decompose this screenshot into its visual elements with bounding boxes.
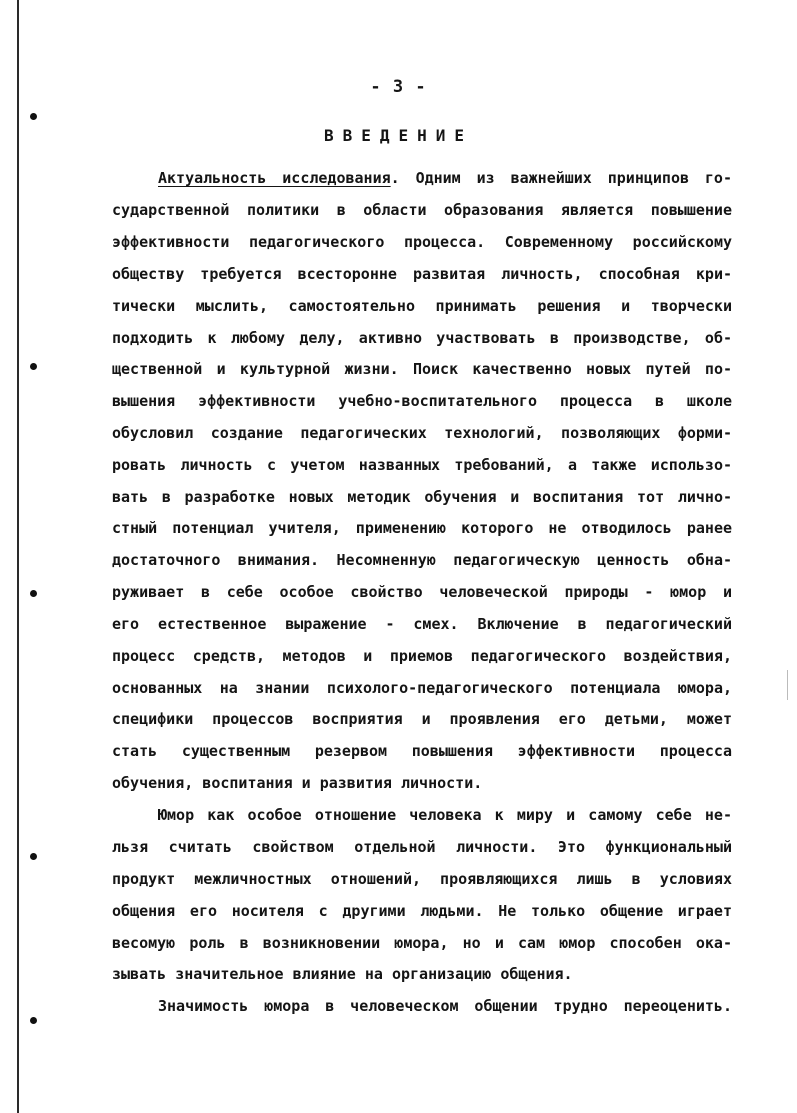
- binding-hole-mark: [30, 363, 37, 370]
- paragraph-line: обществу требуется всесторонне развитая личность, способная кри-: [112, 265, 732, 283]
- binding-hole-mark: [30, 1017, 37, 1024]
- paragraph-line: подходить к любому делу, активно участвовать в производстве, об-: [112, 329, 732, 347]
- paragraph-line: весомую роль в возникновении юмора, но и сам юмор способен ока-: [112, 934, 732, 952]
- paragraph-line: [158, 167, 732, 189]
- underlined-lead-term: Актуальность исследования: [158, 169, 391, 187]
- binding-hole-mark: [30, 113, 37, 120]
- paragraph-line: стный потенциал учителя, применению которого не отводилось ранее: [112, 519, 732, 537]
- paragraph-line: процесс средств, методов и приемов педагогического воздействия,: [112, 647, 732, 665]
- binding-hole-mark: [30, 853, 37, 860]
- paragraph-line: достаточного внимания. Несомненную педагогическую ценность обна-: [112, 551, 732, 569]
- paragraph-line: льзя считать свойством отдельной личности. Это функциональный: [112, 838, 732, 856]
- page-binding-edge: [17, 0, 19, 1113]
- paragraph-line: вать в разработке новых методик обучения и воспитания тот лично-: [112, 488, 732, 506]
- binding-hole-mark: [30, 590, 37, 597]
- paragraph-line: основанных на знании психолого-педагогического потенциала юмора,: [112, 679, 732, 697]
- page-number: - 3 -: [370, 77, 427, 97]
- paragraph-line: его естественное выражение - смех. Включение в педагогический: [112, 615, 732, 633]
- paragraph-line: тически мыслить, самостоятельно принимать решения и творчески: [112, 297, 732, 315]
- paragraph-line: обусловил создание педагогических технологий, позволяющих форми-: [112, 424, 732, 442]
- paragraph-line: эффективности педагогического процесса. Современному российскому: [112, 233, 732, 251]
- paragraph-line: зывать значительное влияние на организацию общения.: [112, 965, 573, 983]
- paragraph-line: специфики процессов восприятия и проявления его детьми, может: [112, 710, 732, 728]
- paragraph-line: стать существенным резервом повышения эффективности процесса: [112, 742, 732, 760]
- paragraph-line: щественной и культурной жизни. Поиск качественно новых путей по-: [112, 360, 732, 378]
- section-heading: ВВЕДЕНИЕ: [323, 126, 474, 145]
- paragraph-line: ровать личность с учетом названных требований, а также использо-: [112, 456, 732, 474]
- paragraph-line: руживает в себе особое свойство человеческой природы - юмор и: [112, 583, 732, 601]
- paragraph-line: сударственной политики в области образования является повышение: [112, 201, 732, 219]
- paragraph-line: продукт межличностных отношений, проявляющихся лишь в условиях: [112, 870, 732, 888]
- paragraph-line: Юмор как особое отношение человека к миру и самому себе не-: [158, 806, 732, 824]
- lead-sentence-rest: . Одним из важнейших принципов го-: [390, 169, 732, 187]
- paragraph-line: Значимость юмора в человеческом общении трудно переоценить.: [158, 997, 732, 1015]
- paragraph-line: вышения эффективности учебно-воспитательного процесса в школе: [112, 392, 732, 410]
- paragraph-line: общения его носителя с другими людьми. Не только общение играет: [112, 902, 732, 920]
- paragraph-line: обучения, воспитания и развития личности.: [112, 774, 483, 792]
- margin-scan-mark: [787, 670, 788, 700]
